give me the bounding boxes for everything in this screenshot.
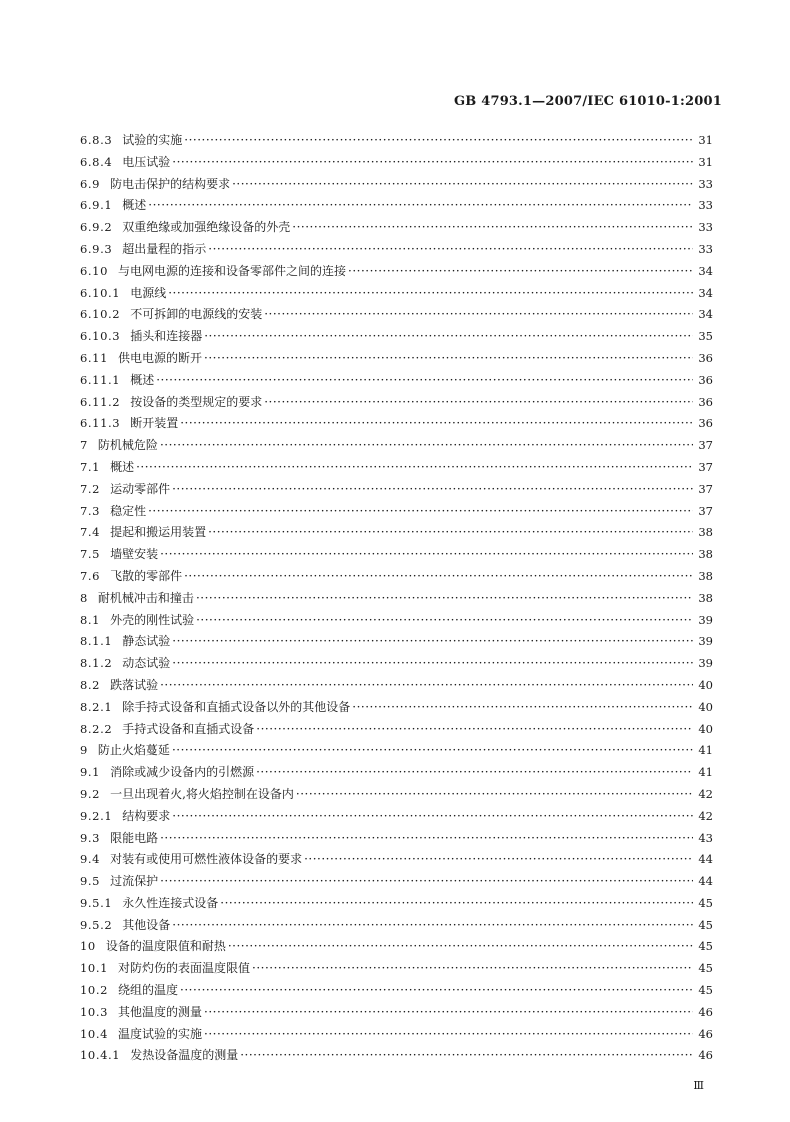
toc-section-number: 10.4.1 [80, 1048, 121, 1063]
toc-section-number: 10.2 [80, 983, 109, 998]
toc-entry [80, 959, 713, 981]
toc-section-title: 断开装置 [130, 416, 179, 431]
toc-section-number: 6.9 [80, 176, 101, 191]
toc-section-number: 7.2 [80, 481, 101, 496]
toc-page-number: 36 [698, 372, 713, 387]
toc-section-number: 10.1 [80, 961, 109, 976]
toc-entry [80, 611, 713, 633]
toc-section-title: 其他设备 [122, 917, 171, 932]
toc-page-number: 34 [698, 307, 713, 322]
toc-dot-leader [168, 286, 693, 300]
toc-dot-leader [156, 373, 693, 387]
toc-dot-leader [172, 743, 693, 757]
toc-page-number: 37 [698, 438, 713, 453]
toc-dot-leader [204, 1027, 693, 1041]
toc-entry [80, 654, 713, 676]
toc-section-title: 温度试验的实施 [118, 1026, 203, 1041]
toc-section-title: 发热设备温度的测量 [130, 1048, 239, 1063]
toc-page-number: 31 [698, 133, 713, 147]
toc-dot-leader [184, 569, 693, 583]
toc-section-number: 7.3 [80, 503, 101, 518]
toc-page-number: 42 [698, 808, 713, 823]
toc-section-number: 6.10.1 [80, 285, 121, 300]
toc-section-title: 一旦出现着火,将火焰控制在设备内 [110, 786, 294, 801]
toc-entry [80, 349, 713, 371]
toc-section-number: 6.10 [80, 263, 109, 278]
toc-entry [80, 567, 713, 589]
toc-dot-leader [204, 351, 693, 365]
toc-entry [80, 720, 713, 742]
toc-dot-leader [196, 613, 693, 627]
toc-dot-leader [172, 656, 693, 670]
toc-section-number: 7.6 [80, 568, 101, 583]
toc-entry [80, 741, 713, 763]
toc-entry [80, 523, 713, 545]
toc-entry [80, 589, 713, 611]
toc-page-number: 34 [698, 285, 713, 300]
toc-dot-leader [256, 722, 693, 736]
page-number: Ⅲ [693, 1079, 704, 1092]
toc-section-number: 7.1 [80, 459, 101, 474]
toc-dot-leader [180, 983, 693, 997]
toc-section-title: 墙壁安装 [110, 547, 159, 562]
toc-dot-leader [204, 329, 693, 343]
toc-dot-leader [172, 634, 693, 648]
toc-dot-leader [220, 896, 693, 910]
toc-section-number: 9 [80, 743, 88, 758]
toc-entry [80, 698, 713, 720]
toc-section-title: 结构要求 [122, 808, 171, 823]
toc-page-number: 38 [698, 590, 713, 605]
toc-page-number: 39 [698, 656, 713, 671]
toc-dot-leader [264, 395, 693, 409]
toc-section-title: 电源线 [130, 285, 167, 300]
toc-section-number: 6.10.2 [80, 307, 121, 322]
toc-section-title: 除手持式设备和直插式设备以外的其他设备 [122, 699, 351, 714]
toc-entry [80, 284, 713, 306]
toc-dot-leader [240, 1048, 693, 1062]
toc-page-number: 38 [698, 525, 713, 540]
toc-section-number: 8 [80, 590, 88, 605]
toc-entry [80, 371, 713, 393]
toc-section-title: 试验的实施 [122, 133, 183, 147]
toc-section-title: 飞散的零部件 [110, 568, 183, 583]
toc-dot-leader [160, 874, 693, 888]
toc-section-title: 静态试验 [122, 634, 171, 649]
toc-dot-leader [252, 961, 693, 975]
toc-section-title: 设备的温度限值和耐热 [105, 939, 226, 954]
toc-dot-leader [172, 155, 693, 169]
toc-section-number: 6.11.1 [80, 372, 121, 387]
toc-page-number: 41 [698, 743, 713, 758]
toc-section-title: 消除或减少设备内的引燃源 [110, 765, 255, 780]
toc-page-number: 33 [698, 176, 713, 191]
toc-page-number: 41 [698, 765, 713, 780]
toc-dot-leader [184, 133, 693, 147]
toc-page-number: 36 [698, 350, 713, 365]
toc-dot-leader [160, 438, 693, 452]
toc-entry [80, 153, 713, 175]
toc-section-title: 稳定性 [110, 503, 147, 518]
toc-page-number: 37 [698, 503, 713, 518]
toc-entry [80, 545, 713, 567]
toc-section-number: 8.1 [80, 612, 101, 627]
toc-page-number: 40 [698, 721, 713, 736]
toc-section-title: 与电网电源的连接和设备零部件之间的连接 [118, 263, 347, 278]
toc-section-title: 动态试验 [122, 656, 171, 671]
toc-dot-leader [264, 307, 693, 321]
toc-section-title: 插头和连接器 [130, 329, 203, 344]
toc-entry [80, 458, 713, 480]
toc-entry [80, 1046, 713, 1068]
toc-section-number: 10.3 [80, 1004, 109, 1019]
toc-dot-leader [172, 809, 693, 823]
toc-dot-leader [208, 525, 693, 539]
toc-entry [80, 262, 713, 284]
toc-entry [80, 305, 713, 327]
toc-dot-leader [348, 264, 693, 278]
toc-section-title: 永久性连接式设备 [122, 895, 219, 910]
toc-dot-leader [160, 547, 693, 561]
toc-section-number: 9.5.2 [80, 917, 113, 932]
toc-page-number: 45 [698, 895, 713, 910]
toc-section-number: 10 [80, 939, 96, 954]
toc-dot-leader [180, 416, 693, 430]
toc-entry [80, 763, 713, 785]
toc-entry [80, 937, 713, 959]
toc-entry [80, 894, 713, 916]
toc-section-number: 6.11 [80, 350, 109, 365]
toc-section-number: 8.1.2 [80, 656, 113, 671]
toc-page-number: 40 [698, 699, 713, 714]
toc-entry [80, 436, 713, 458]
toc-page-number: 33 [698, 198, 713, 213]
toc-entry [80, 240, 713, 262]
toc-entry [80, 327, 713, 349]
toc-dot-leader [232, 177, 693, 191]
toc-page-number: 33 [698, 220, 713, 235]
toc-page-number: 44 [698, 852, 713, 867]
toc-page-number: 36 [698, 394, 713, 409]
toc-section-title: 防机械危险 [97, 438, 158, 453]
toc-section-title: 手持式设备和直插式设备 [122, 721, 255, 736]
toc-page-number: 37 [698, 459, 713, 474]
toc-page-number: 39 [698, 634, 713, 649]
toc-entry [80, 131, 713, 153]
toc-page-number: 42 [698, 786, 713, 801]
toc-entry [80, 414, 713, 436]
toc-entry [80, 916, 713, 938]
toc-section-number: 6.11.3 [80, 416, 121, 431]
toc-page-number: 46 [698, 1048, 713, 1063]
toc-section-title: 外壳的刚性试验 [110, 612, 195, 627]
toc-entry [80, 676, 713, 698]
toc-section-number: 9.3 [80, 830, 101, 845]
toc-section-title: 跌落试验 [110, 677, 159, 692]
toc-dot-leader [172, 918, 693, 932]
toc-section-title: 双重绝缘或加强绝缘设备的外壳 [122, 220, 291, 235]
toc-section-title: 防止火焰蔓延 [97, 743, 170, 758]
toc-page-number: 44 [698, 874, 713, 889]
toc-section-number: 6.10.3 [80, 329, 121, 344]
toc-section-title: 概述 [130, 372, 155, 387]
toc-dot-leader [208, 242, 693, 256]
toc-section-title: 对装有或使用可燃性液体设备的要求 [110, 852, 303, 867]
toc-dot-leader [304, 852, 693, 866]
toc-section-number: 6.11.2 [80, 394, 121, 409]
toc-page-number: 34 [698, 263, 713, 278]
toc-dot-leader [136, 460, 693, 474]
toc-page-number: 46 [698, 1026, 713, 1041]
toc-dot-leader [228, 939, 694, 953]
toc-section-title: 对防灼伤的表面温度限值 [118, 961, 251, 976]
toc-section-number: 8.2 [80, 677, 101, 692]
toc-section-number: 9.4 [80, 852, 101, 867]
toc-section-number: 7.5 [80, 547, 101, 562]
toc-section-number: 9.1 [80, 765, 101, 780]
toc-entry [80, 1003, 713, 1025]
toc-entry [80, 850, 713, 872]
toc-page-number: 36 [698, 416, 713, 431]
toc-dot-leader [296, 787, 693, 801]
toc-section-number: 9.2 [80, 786, 101, 801]
toc-entry [80, 981, 713, 1003]
toc-section-number: 9.5 [80, 874, 101, 889]
toc-dot-leader [204, 1005, 693, 1019]
toc-section-number: 6.8.4 [80, 154, 113, 169]
toc-section-title: 防电击保护的结构要求 [110, 176, 231, 191]
toc-section-number: 7.4 [80, 525, 101, 540]
toc-entry [80, 502, 713, 524]
toc-page-number: 45 [698, 939, 713, 954]
table-of-contents [80, 131, 713, 1068]
toc-entry [80, 218, 713, 240]
toc-entry [80, 785, 713, 807]
toc-entry [80, 196, 713, 218]
toc-dot-leader [172, 482, 693, 496]
toc-entry [80, 393, 713, 415]
toc-entry [80, 632, 713, 654]
toc-section-title: 耐机械冲击和撞击 [97, 590, 194, 605]
toc-dot-leader [148, 504, 693, 518]
toc-entry [80, 1025, 713, 1047]
toc-page-number: 45 [698, 917, 713, 932]
toc-section-title: 按设备的类型规定的要求 [130, 394, 263, 409]
toc-section-number: 6.9.2 [80, 220, 113, 235]
toc-section-title: 超出量程的指示 [122, 241, 207, 256]
toc-section-number: 8.1.1 [80, 634, 113, 649]
toc-page-number: 45 [698, 961, 713, 976]
toc-section-number: 9.2.1 [80, 808, 113, 823]
toc-section-number: 10.4 [80, 1026, 109, 1041]
toc-section-title: 限能电路 [110, 830, 159, 845]
toc-section-number: 7 [80, 438, 88, 453]
toc-page-number: 43 [698, 830, 713, 845]
toc-page-number: 40 [698, 677, 713, 692]
toc-page-number: 37 [698, 481, 713, 496]
toc-dot-leader [148, 198, 693, 212]
toc-section-title: 运动零部件 [110, 481, 171, 496]
toc-entry [80, 175, 713, 197]
toc-section-number: 9.5.1 [80, 895, 113, 910]
toc-section-number: 6.8.3 [80, 133, 113, 147]
toc-page-number: 38 [698, 568, 713, 583]
toc-section-number: 6.9.3 [80, 241, 113, 256]
toc-section-title: 过流保护 [110, 874, 159, 889]
toc-section-number: 8.2.2 [80, 721, 113, 736]
toc-section-title: 其他温度的测量 [118, 1004, 203, 1019]
toc-dot-leader [256, 765, 693, 779]
toc-dot-leader [160, 678, 693, 692]
toc-dot-leader [292, 220, 693, 234]
toc-dot-leader [352, 700, 693, 714]
toc-section-title: 供电电源的断开 [118, 350, 203, 365]
toc-section-title: 电压试验 [122, 154, 171, 169]
toc-page-number: 31 [698, 154, 713, 169]
toc-section-title: 概述 [110, 459, 135, 474]
toc-section-title: 不可拆卸的电源线的安装 [130, 307, 263, 322]
toc-section-number: 6.9.1 [80, 198, 113, 213]
toc-page-number: 35 [698, 329, 713, 344]
toc-entry [80, 872, 713, 894]
toc-page-number: 45 [698, 983, 713, 998]
toc-section-title: 提起和搬运用装置 [110, 525, 207, 540]
toc-page-number: 39 [698, 612, 713, 627]
toc-entry [80, 807, 713, 829]
toc-section-title: 绕组的温度 [118, 983, 179, 998]
toc-entry [80, 829, 713, 851]
toc-dot-leader [160, 831, 693, 845]
toc-section-number: 8.2.1 [80, 699, 113, 714]
document-header: GB 4793.1—2007/IEC 61010-1:2001 [453, 94, 722, 109]
toc-page-number: 38 [698, 547, 713, 562]
toc-entry [80, 480, 713, 502]
toc-section-title: 概述 [122, 198, 147, 213]
toc-page-number: 33 [698, 241, 713, 256]
toc-page-number: 46 [698, 1004, 713, 1019]
toc-dot-leader [196, 591, 693, 605]
